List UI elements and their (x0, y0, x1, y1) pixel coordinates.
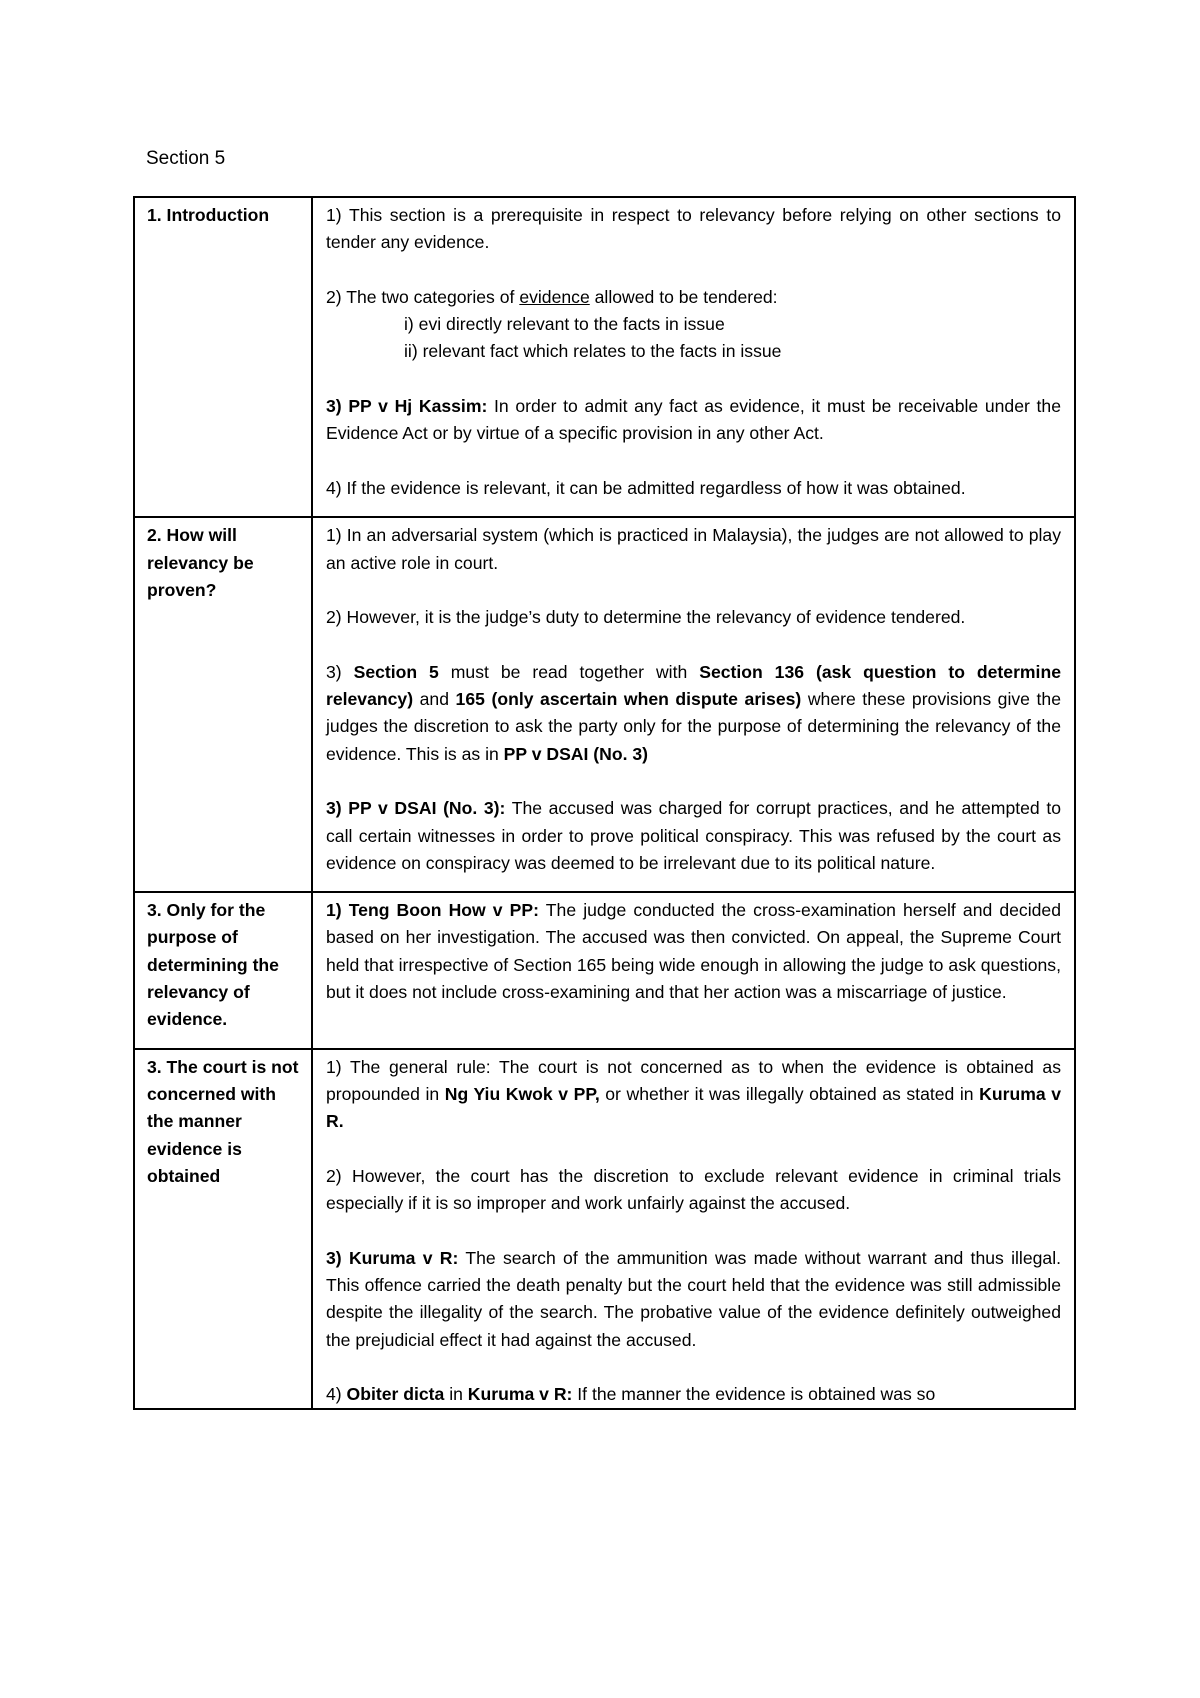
case-name: 3) PP v Hj Kassim: (326, 396, 488, 417)
sub-item: i) evi directly relevant to the facts in issue (404, 314, 725, 335)
case-name: Ng Yiu Kwok v PP, (444, 1083, 600, 1104)
paragraph: 4) Obiter dicta in Kuruma v R: If the manner the evidence is obtained was so (326, 1384, 936, 1405)
row-content-cell (312, 892, 1075, 1048)
row-content-cell (312, 1049, 1075, 1410)
case-name: Kuruma v R: (467, 1384, 573, 1405)
row-content-cell (312, 517, 1075, 892)
row-label-cell (134, 892, 312, 1048)
table-row (134, 892, 1075, 1048)
sub-item: ii) relevant fact which relates to the facts in issue (404, 341, 782, 362)
notes-table (133, 196, 1076, 1410)
row-label-cell (134, 197, 312, 517)
paragraph: 3) Kuruma v R: The search of the ammunition was made without warrant and thus illegal. This offence carried the death penalty but the court held that the evidence was still admissible despite the illegality of the search. The probative value of the evidence definitely outweighed the prejudicial effect it had against the accused. (326, 1247, 1061, 1350)
row-label: 3. Only for the purpose of determining the relevancy of evidence. (147, 900, 279, 1030)
case-name: 1) Teng Boon How v PP: (326, 900, 540, 921)
case-name: 3) Kuruma v R: (326, 1247, 459, 1268)
paragraph: 3) PP v DSAI (No. 3): The accused was charged for corrupt practices, and he attempted to call certain witnesses in order to prove political conspiracy. This was refused by the court as evidence on conspiracy was deemed to be irrelevant due to its political nature. (326, 798, 1061, 873)
paragraph: 1) This section is a prerequisite in respect to relevancy before relying on other sections to tender any evidence. (326, 205, 1061, 253)
paragraph: 2) The two categories of evidence allowed to be tendered: (326, 286, 778, 307)
paragraph: 3) Section 5 must be read together with Section 136 (ask question to determine relevancy) and 165 (only ascertain when dispute arises) where these provisions give the judges the discretion to ask the party only for the purpose of determining the relevancy of the evidence. This is as in PP v DSAI (No. 3) (326, 661, 1061, 764)
table-row (134, 517, 1075, 892)
row-label: 1. Introduction (147, 205, 270, 225)
paragraph: 3) PP v Hj Kassim: In order to admit any fact as evidence, it must be receivable under the Evidence Act or by virtue of a specific provision in any other Act. (326, 396, 1061, 444)
row-label-cell (134, 1049, 312, 1410)
case-name: Kuruma v R. (326, 1083, 1061, 1132)
paragraph: 4) If the evidence is relevant, it can be admitted regardless of how it was obtained. (326, 477, 966, 498)
paragraph: 1) In an adversarial system (which is practiced in Malaysia), the judges are not allowed to play an active role in court. (326, 525, 1061, 573)
row-label-cell (134, 517, 312, 892)
underlined-term: evidence (519, 286, 590, 307)
page-title: Section 5 (146, 148, 226, 169)
table-row (134, 1049, 1075, 1410)
row-content-cell (312, 197, 1075, 517)
case-name: 3) PP v DSAI (No. 3): (326, 798, 506, 819)
table-row (134, 197, 1075, 517)
paragraph: 2) However, the court has the discretion to exclude relevant evidence in criminal trials especially if it is so improper and work unfairly against the accused. (326, 1165, 1061, 1214)
row-label: 2. How will relevancy be proven? (147, 525, 254, 600)
row-label: 3. The court is not concerned with the manner evidence is obtained (147, 1056, 299, 1186)
paragraph: 2) However, it is the judge’s duty to determine the relevancy of evidence tendered. (326, 607, 966, 628)
case-name: PP v DSAI (No. 3) (503, 743, 649, 764)
paragraph: 1) Teng Boon How v PP: The judge conducted the cross-examination herself and decided based on her investigation. The accused was then convicted. On appeal, the Supreme Court held that irrespective of Section 165 being wide enough in allowing the judge to ask questions, but it does not include cross-examining and that her action was a miscarriage of justice. (326, 900, 1061, 1003)
paragraph: 1) The general rule: The court is not concerned as to when the evidence is obtained as propounded in Ng Yiu Kwok v PP, or whether it was illegally obtained as stated in Kuruma v R. (326, 1056, 1061, 1132)
